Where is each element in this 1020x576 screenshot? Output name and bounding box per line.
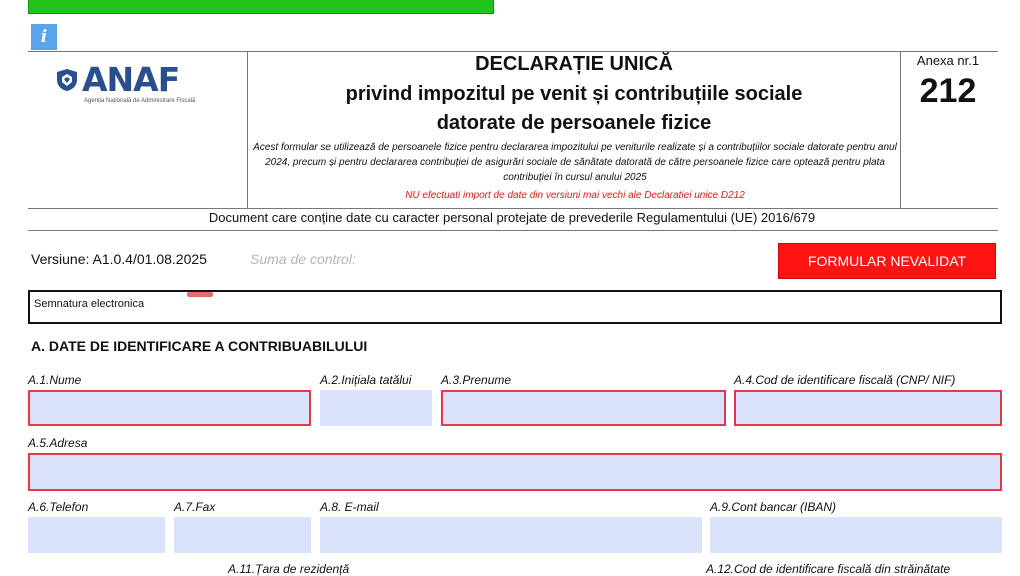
label-a12-cod-strainatate: A.12.Cod de identificare fiscală din străinătate xyxy=(706,562,951,576)
cnp-input[interactable] xyxy=(734,390,1002,426)
email-input[interactable] xyxy=(320,517,702,553)
form-description: Acest formular se utilizează de persoanele fizice pentru declararea impozitului pe veniturile realizate și a contribuțiilor sociale datorate pentru anul 2024, precum și pentru declararea contribuției de asigurări sociale de sănătate datorată de către persoanele fizice care optează pentru plata contribuției în cursul anului 2025 xyxy=(253,142,897,183)
section-a-title: A. DATE DE IDENTIFICARE A CONTRIBUABILULUI xyxy=(31,338,368,354)
control-sum-label: Suma de control: xyxy=(250,251,356,267)
status-bar-green xyxy=(28,0,494,14)
label-a4-cnp: A.4.Cod de identificare fiscală (CNP/ NIF) xyxy=(734,373,956,387)
telefon-input[interactable] xyxy=(28,517,165,553)
signature-marker-icon xyxy=(187,292,213,297)
label-a6-telefon: A.6.Telefon xyxy=(28,500,89,514)
adresa-input[interactable] xyxy=(28,453,1002,491)
header-top-border xyxy=(28,51,998,52)
label-a5-adresa: A.5.Adresa xyxy=(28,436,88,450)
fax-input[interactable] xyxy=(174,517,311,553)
validation-status-button[interactable]: FORMULAR NEVALIDAT xyxy=(778,243,996,279)
import-warning: NU efectuati import de date din versiuni mai vechi ale Declaratiei unice D212 xyxy=(405,190,745,201)
label-a2-initiala: A.2.Inițiala tatălui xyxy=(320,373,412,387)
form-title-line-2: privind impozitul pe venit și contribuțiile sociale xyxy=(345,83,803,105)
label-a11-tara: A.11.Țara de rezidență xyxy=(228,562,350,576)
gdpr-notice: Document care conține date cu caracter personal protejate de prevederile Regulamentului (UE) 2016/679 xyxy=(208,210,816,225)
gdpr-bottom-border xyxy=(28,230,998,231)
signature-label: Semnatura electronica xyxy=(34,298,145,310)
electronic-signature-field[interactable] xyxy=(28,290,1002,324)
iban-input[interactable] xyxy=(710,517,1002,553)
version-text: Versiune: A1.0.4/01.08.2025 xyxy=(31,251,207,267)
label-a8-email: A.8. E-mail xyxy=(320,500,379,514)
initiala-tatalui-input[interactable] xyxy=(320,390,432,426)
header-divider-right xyxy=(900,51,901,208)
info-icon[interactable]: i xyxy=(31,24,57,50)
header-bottom-border xyxy=(28,208,998,209)
prenume-input[interactable] xyxy=(441,390,726,426)
nume-input[interactable] xyxy=(28,390,311,426)
form-title-line-1: DECLARAȚIE UNICĂ xyxy=(475,53,673,75)
label-a7-fax: A.7.Fax xyxy=(174,500,216,514)
anaf-logo-text: ANAF xyxy=(82,60,180,99)
form-title-line-3: datorate de persoanele fizice xyxy=(436,112,712,134)
label-a9-iban: A.9.Cont bancar (IBAN) xyxy=(710,500,837,514)
anexa-label: Anexa nr.1 xyxy=(916,53,980,68)
form-number: 212 xyxy=(919,72,977,110)
anaf-logo-subtitle: Agenția Națională de Administrare Fiscală xyxy=(84,98,196,104)
label-a3-prenume: A.3.Prenume xyxy=(441,373,512,387)
anaf-shield-icon xyxy=(56,68,78,92)
label-a1-nume: A.1.Nume xyxy=(28,373,82,387)
